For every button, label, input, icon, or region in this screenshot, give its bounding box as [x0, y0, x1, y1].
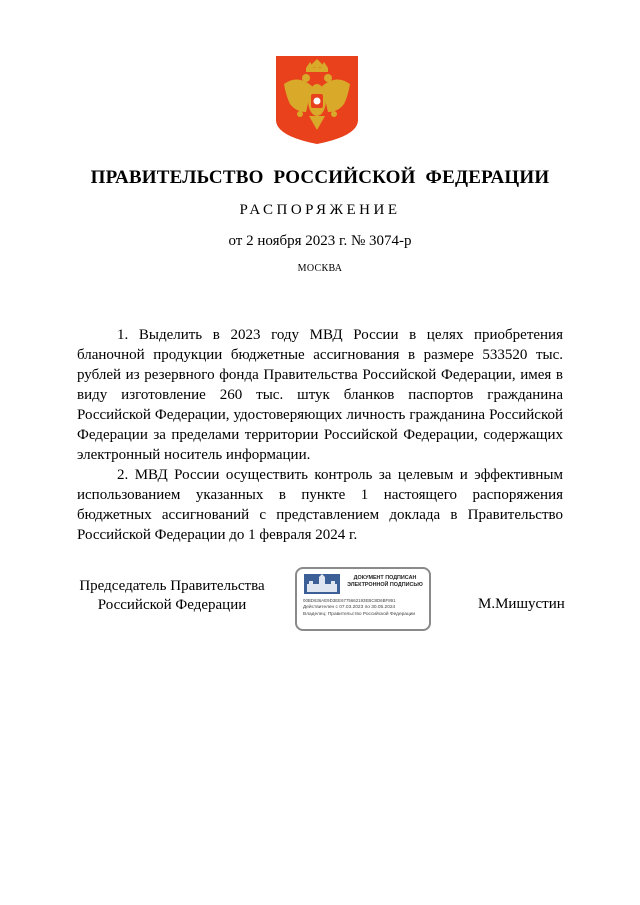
document-body	[77, 325, 563, 545]
document-type: РАСПОРЯЖЕНИЕ	[239, 202, 401, 218]
signatory-position	[72, 577, 272, 615]
signatory-position-line2: Российской Федерации	[97, 597, 247, 613]
electronic-signature-stamp	[295, 567, 431, 631]
government-title: ПРАВИТЕЛЬСТВО РОССИЙСКОЙ ФЕДЕРАЦИИ	[90, 167, 550, 188]
signatory-position-line1: Председатель Правительства	[79, 578, 265, 594]
coat-of-arms-icon	[276, 56, 358, 144]
stamp-title-line1: ДОКУМЕНТ ПОДПИСАН	[353, 575, 417, 581]
kremlin-logo-icon	[304, 574, 340, 594]
stamp-title	[341, 575, 429, 588]
stamp-owner: Владелец: Правительство Российской Федерации	[303, 612, 416, 617]
stamp-certificate: 00BD636AE9D3EE6775662193EBC8D6BF891	[303, 598, 396, 603]
stamp-title-line2: ЭЛЕКТРОННОЙ ПОДПИСЬЮ	[347, 581, 423, 588]
stamp-validity: Действителен с 07.03.2023 по 30.05.2024	[303, 605, 396, 610]
date-number: от 2 ноября 2023 г. № 3074-р	[228, 233, 412, 249]
city: МОСКВА	[297, 263, 343, 274]
paragraph-1: 1. Выделить в 2023 году МВД России в целях приобретения бланочной продукции бюджетные ассигнования в размере 533520 тыс. рублей из резервного фонда Правительства Российской Федерации, имея в виду изготовление 260 тыс. штук бланков паспортов гражданина Российской Федерации, удостоверяющих личность гражданина Российской Федерации за пределами территории Российской Федерации, содержащих электронный носитель информации.	[77, 327, 563, 463]
signatory-name: М.Мишустин	[478, 596, 565, 612]
paragraph-2: 2. МВД России осуществить контроль за целевым и эффективным использованием указанных в пункте 1 настоящего распоряжения бюджетных ассигнований с представлением доклада в Правительство Российской Федерации до 1 февраля 2024 г.	[77, 467, 563, 543]
